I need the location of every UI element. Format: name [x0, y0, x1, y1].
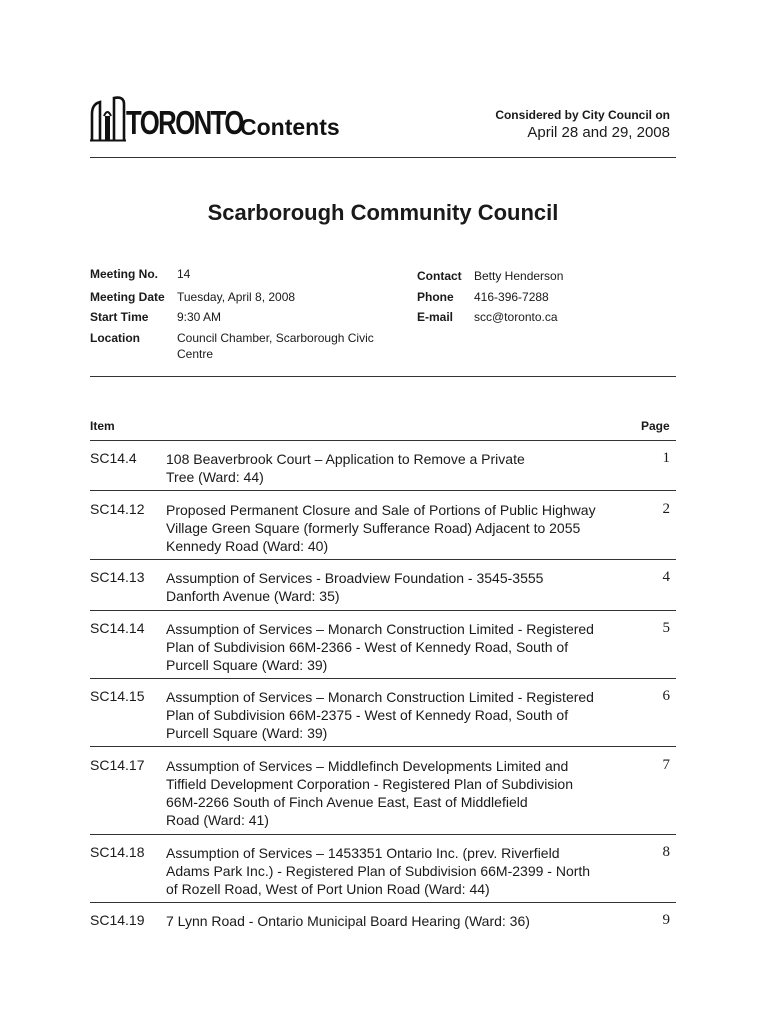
item-divider [90, 746, 676, 747]
item-description-line: 108 Beaverbrook Court – Application to Remove a Private [166, 451, 525, 467]
item-description [166, 912, 636, 930]
item-description-line: Assumption of Services – 1453351 Ontario Inc. (prev. Riverfield [166, 845, 560, 861]
item-description-line: Adams Park Inc.) - Registered Plan of Subdivision 66M-2399 - North [166, 863, 591, 879]
city-hall-icon [90, 96, 126, 142]
item-description-line: Purcell Square (Ward: 39) [166, 657, 328, 673]
item-divider [90, 678, 676, 679]
email-value: scc@toronto.ca [474, 310, 558, 324]
item-page-number: 8 [662, 844, 670, 860]
council-title: Scarborough Community Council [207, 200, 559, 225]
item-code: SC14.13 [90, 569, 145, 585]
table-header-divider [90, 440, 676, 441]
item-column-header: Item [90, 419, 115, 433]
item-code: SC14.19 [90, 912, 145, 928]
item-description-line: Assumption of Services – Middlefinch Developments Limited and [166, 758, 569, 774]
item-description-line: Kennedy Road (Ward: 40) [166, 538, 329, 554]
item-page-number: 7 [662, 757, 670, 773]
start-time-label: Start Time [90, 310, 149, 324]
info-divider [90, 376, 676, 377]
meeting-number-label: Meeting No. [90, 267, 158, 281]
item-description-line: 66M-2266 South of Finch Avenue East, East of Middlefield [166, 794, 528, 810]
considered-label: Considered by City Council on [495, 108, 670, 122]
item-code: SC14.17 [90, 757, 145, 773]
item-description-line: Village Green Square (formerly Sufferance Road) Adjacent to 2055 [166, 520, 581, 536]
item-divider [90, 834, 676, 835]
item-description-line: Tree (Ward: 44) [166, 469, 264, 485]
item-page-number: 5 [662, 620, 670, 636]
item-description-line: 7 Lynn Road - Ontario Municipal Board Hearing (Ward: 36) [166, 913, 530, 929]
item-description-line: Plan of Subdivision 66M-2375 - West of Kennedy Road, South of [166, 707, 569, 723]
contents-title: Contents [240, 114, 340, 140]
item-description-line: Purcell Square (Ward: 39) [166, 725, 328, 741]
item-description [166, 688, 636, 742]
logo-wordmark: TORONTO [126, 104, 243, 141]
item-description [166, 757, 636, 829]
item-description-line: of Rozell Road, West of Port Union Road (Ward: 44) [166, 881, 490, 897]
contact-label: Contact [417, 269, 462, 283]
header-divider [90, 157, 676, 158]
location-value-line2: Centre [177, 347, 214, 361]
page-column-header: Page [641, 419, 670, 433]
item-code: SC14.15 [90, 688, 145, 704]
item-divider [90, 610, 676, 611]
meeting-date-value: Tuesday, April 8, 2008 [177, 290, 296, 304]
item-code: SC14.14 [90, 620, 145, 636]
considered-date: April 28 and 29, 2008 [527, 124, 670, 141]
location-value-line1: Council Chamber, Scarborough Civic [177, 331, 374, 345]
item-page-number: 9 [662, 912, 670, 928]
item-description-line: Road (Ward: 41) [166, 812, 269, 828]
item-page-number: 2 [662, 501, 670, 517]
item-code: SC14.12 [90, 501, 145, 517]
item-description-line: Assumption of Services - Broadview Foundation - 3545-3555 [166, 570, 544, 586]
item-page-number: 4 [662, 569, 670, 585]
item-description-line: Plan of Subdivision 66M-2366 - West of Kennedy Road, South of [166, 639, 569, 655]
meeting-date-label: Meeting Date [90, 290, 165, 304]
item-description-line: Tiffield Development Corporation - Registered Plan of Subdivision [166, 776, 573, 792]
item-divider [90, 902, 676, 903]
item-description-line: Assumption of Services – Monarch Construction Limited - Registered [166, 621, 594, 637]
start-time-value: 9:30 AM [177, 310, 222, 324]
item-divider [90, 559, 676, 560]
email-label: E-mail [417, 310, 454, 324]
item-page-number: 1 [662, 450, 670, 466]
contact-value: Betty Henderson [474, 269, 564, 283]
location-label: Location [90, 331, 140, 345]
page-header [90, 92, 676, 158]
item-code: SC14.4 [90, 450, 137, 466]
item-description [166, 844, 636, 898]
item-description [166, 620, 636, 674]
item-description [166, 569, 636, 605]
item-page-number: 6 [662, 688, 670, 704]
phone-value: 416-396-7288 [474, 290, 549, 304]
item-divider [90, 490, 676, 491]
item-code: SC14.18 [90, 844, 145, 860]
item-description-line: Proposed Permanent Closure and Sale of Portions of Public Highway [166, 502, 596, 518]
item-description-line: Assumption of Services – Monarch Construction Limited - Registered [166, 689, 594, 705]
phone-label: Phone [417, 290, 454, 304]
toronto-logo [90, 96, 243, 142]
meeting-number-value: 14 [177, 267, 191, 281]
item-description [166, 501, 636, 555]
item-description [166, 450, 636, 486]
item-description-line: Danforth Avenue (Ward: 35) [166, 588, 340, 604]
